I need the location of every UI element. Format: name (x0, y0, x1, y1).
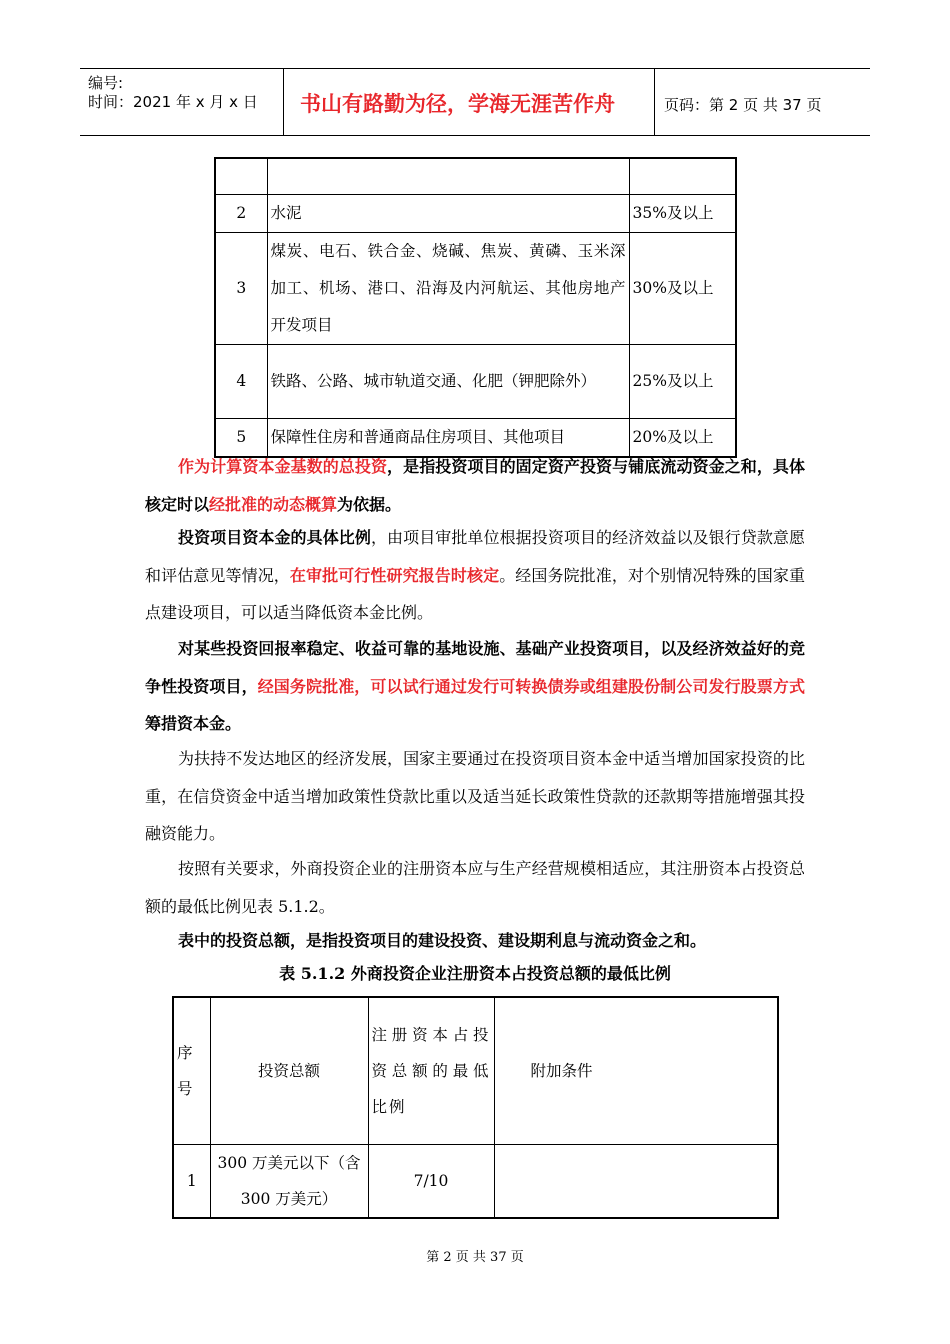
paragraph-text: ，由项目审批单位根据投资项目的经济效益以及银行贷款意愿和评估意见等情况， (145, 528, 805, 585)
header-bottom-rule (80, 135, 870, 136)
header-condition: 附加条件 (494, 997, 778, 1144)
row-number: 4 (215, 344, 267, 418)
paragraph-text: 筹措资本金。 (145, 714, 242, 733)
row-number: 5 (215, 418, 267, 457)
header-number: 编号: (88, 74, 124, 92)
header-motto: 书山有路勤为径，学海无涯苦作舟 (300, 92, 615, 116)
bold-text: 投资项目资本金的具体比例 (178, 528, 371, 547)
highlight-text: 经国务院批准，可以试行通过发行可转换债券或组建股份制公司发行股票方式 (257, 676, 805, 696)
paragraph-text: 对某些投资回报率稳定、收益可靠的基地设施、基础产业投资项目，以及经济效益好的竞争性投资项目， (145, 639, 805, 696)
paragraph-total-definition: 表中的投资总额，是指投资项目的建设投资、建设期利息与流动资金之和。 (178, 931, 707, 950)
header-top-rule (80, 68, 870, 69)
table-row (215, 194, 736, 232)
header-page-number: 页码：第 2 页 共 37 页 (664, 96, 822, 114)
table-row (173, 1144, 778, 1218)
paragraph-total-investment (145, 448, 805, 523)
highlight-text: 作为计算资本金基数的总投资 (178, 457, 388, 476)
industry-cell: 保障性住房和普通商品住房项目、其他项目 (267, 418, 629, 457)
paragraph-foreign-investment: 按照有关要求，外商投资企业的注册资本应与生产经营规模相适应，其注册资本占投资总额的最低比例见表 5.1.2。 (145, 859, 805, 916)
paragraph-text: 为依据。 (337, 494, 402, 514)
row-number: 1 (173, 1144, 210, 1218)
industry-cell (267, 158, 629, 194)
paragraph-special-projects (145, 630, 805, 743)
table-row (215, 232, 736, 344)
table-row (215, 344, 736, 418)
industry-cell: 煤炭、电石、铁合金、烧碱、焦炭、黄磷、玉米深加工、机场、港口、沿海及内河航运、其他房地产开发项目 (267, 232, 629, 344)
industry-cell: 水泥 (267, 194, 629, 232)
capital-ratio-table (214, 157, 737, 458)
table-caption: 表 5.1.2 外商投资企业注册资本占投资总额的最低比例 (279, 964, 671, 983)
header-no: 序号 (173, 997, 210, 1144)
paragraph-text: ，是指投资项目的固定资产投资与铺底流动资金之和，具体核定时以 (145, 457, 805, 514)
ratio-cell: 7/10 (368, 1144, 494, 1218)
header-divider-left (283, 68, 284, 136)
page-footer: 第 2 页 共 37 页 (426, 1250, 524, 1265)
total-cell: 300 万美元以下（含 300 万美元） (210, 1144, 368, 1218)
header-divider-right (654, 68, 655, 136)
table-row (215, 158, 736, 194)
highlight-text: 在审批可行性研究报告时核定 (289, 565, 500, 585)
row-number (215, 158, 267, 194)
header-date: 时间：2021 年 x 月 x 日 (88, 93, 258, 111)
condition-cell (494, 1144, 778, 1218)
paragraph-capital-ratio (145, 519, 805, 632)
ratio-cell: 30%及以上 (629, 232, 736, 344)
industry-cell: 铁路、公路、城市轨道交通、化肥（钾肥除外） (267, 344, 629, 418)
ratio-cell: 20%及以上 (629, 418, 736, 457)
highlight-text: 经批准的动态概算 (209, 494, 338, 514)
row-number: 3 (215, 232, 267, 344)
paragraph-text: 。经国务院批准，对个别情况特殊的国家重点建设项目，可以适当降低资本金比例。 (145, 565, 805, 622)
foreign-capital-table (172, 996, 779, 1219)
ratio-cell: 25%及以上 (629, 344, 736, 418)
ratio-cell (629, 158, 736, 194)
table-header-row (173, 997, 778, 1144)
paragraph-underdeveloped-regions: 为扶持不发达地区的经济发展，国家主要通过在投资项目资本金中适当增加国家投资的比重，在信贷资金中适当增加政策性贷款比重以及适当延长政策性贷款的还款期等措施增强其投融资能力。 (145, 749, 805, 843)
row-number: 2 (215, 194, 267, 232)
header-total: 投资总额 (210, 997, 368, 1144)
ratio-cell: 35%及以上 (629, 194, 736, 232)
header-ratio: 注册资本占投资总额的最低比例 (368, 997, 494, 1144)
